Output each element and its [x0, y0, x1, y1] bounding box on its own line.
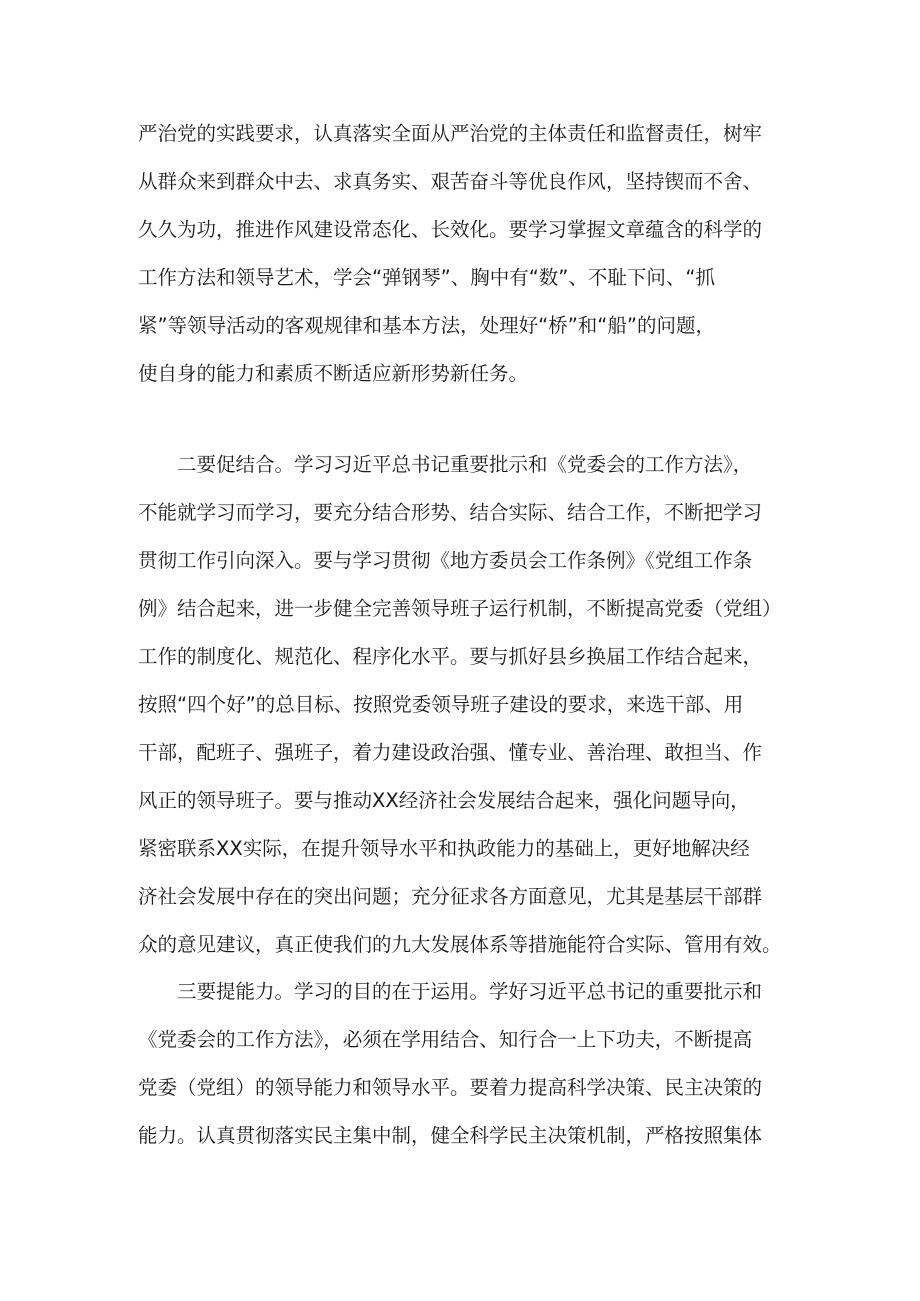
text-line: 例》结合起来，进一步健全完善领导班子运行机制，不断提高党委（党组）: [138, 597, 782, 620]
text-line: 严治党的实践要求，认真落实全面从严治党的主体责任和监督责任，树牢: [138, 122, 763, 145]
text-line: 二要促结合。学习习近平总书记重要批示和《党委会的工作方法》，: [138, 453, 753, 476]
text-line: 使自身的能力和素质不断适应新形势新任务。: [138, 362, 529, 385]
text-line: 《党委会的工作方法》，必须在学用结合、知行合一上下功夫，不断提高: [138, 1028, 753, 1051]
text-line: 久久为功，推进作风建设常态化、长效化。要学习掌握文章蕴含的科学的: [138, 218, 763, 241]
text-line: 从群众来到群众中去、求真务实、艰苦奋斗等优良作风，坚持锲而不舍、: [138, 170, 763, 193]
text-line: 风正的领导班子。要与推动XX经济社会发展结合起来，强化问题导向，: [138, 789, 750, 812]
text-line: 众的意见建议，真正使我们的九大发展体系等措施能符合实际、管用有效。: [138, 933, 782, 956]
text-line: 三要提能力。学习的目的在于运用。学好习近平总书记的重要批示和: [138, 980, 763, 1003]
paragraph-3: [138, 968, 798, 1160]
text-line: 干部，配班子、强班子，着力建设政治强、懂专业、善治理、敢担当、作: [138, 741, 763, 764]
text-line: 不能就学习而学习，要充分结合形势、结合实际、结合工作，不断把学习: [138, 501, 763, 524]
text-line: 党委（党组）的领导能力和领导水平。要着力提高科学决策、民主决策的: [138, 1076, 763, 1099]
text-line: 按照“四个好”的总目标、按照党委领导班子建设的要求，来选干部、用: [138, 693, 744, 716]
text-line: 贯彻工作引向深入。要与学习贯彻《地方委员会工作条例》《党组工作条: [138, 549, 753, 572]
paragraph-2: [138, 441, 798, 969]
text-line: 济社会发展中存在的突出问题；充分征求各方面意见，尤其是基层干部群: [138, 885, 763, 908]
text-line: 工作方法和领导艺术，学会“弹钢琴”、胸中有“数”、不耻下问、“抓: [138, 266, 716, 289]
text-line: 能力。认真贯彻落实民主集中制，健全科学民主决策机制，严格按照集体: [138, 1124, 763, 1147]
text-line: 工作的制度化、规范化、程序化水平。要与抓好县乡换届工作结合起来，: [138, 645, 763, 668]
text-line: 紧”等领导活动的客观规律和基本方法，处理好“桥”和“船”的问题，: [138, 314, 716, 337]
paragraph-1: [138, 110, 798, 398]
text-line: 紧密联系XX实际，在提升领导水平和执政能力的基础上，更好地解决经: [138, 837, 750, 860]
